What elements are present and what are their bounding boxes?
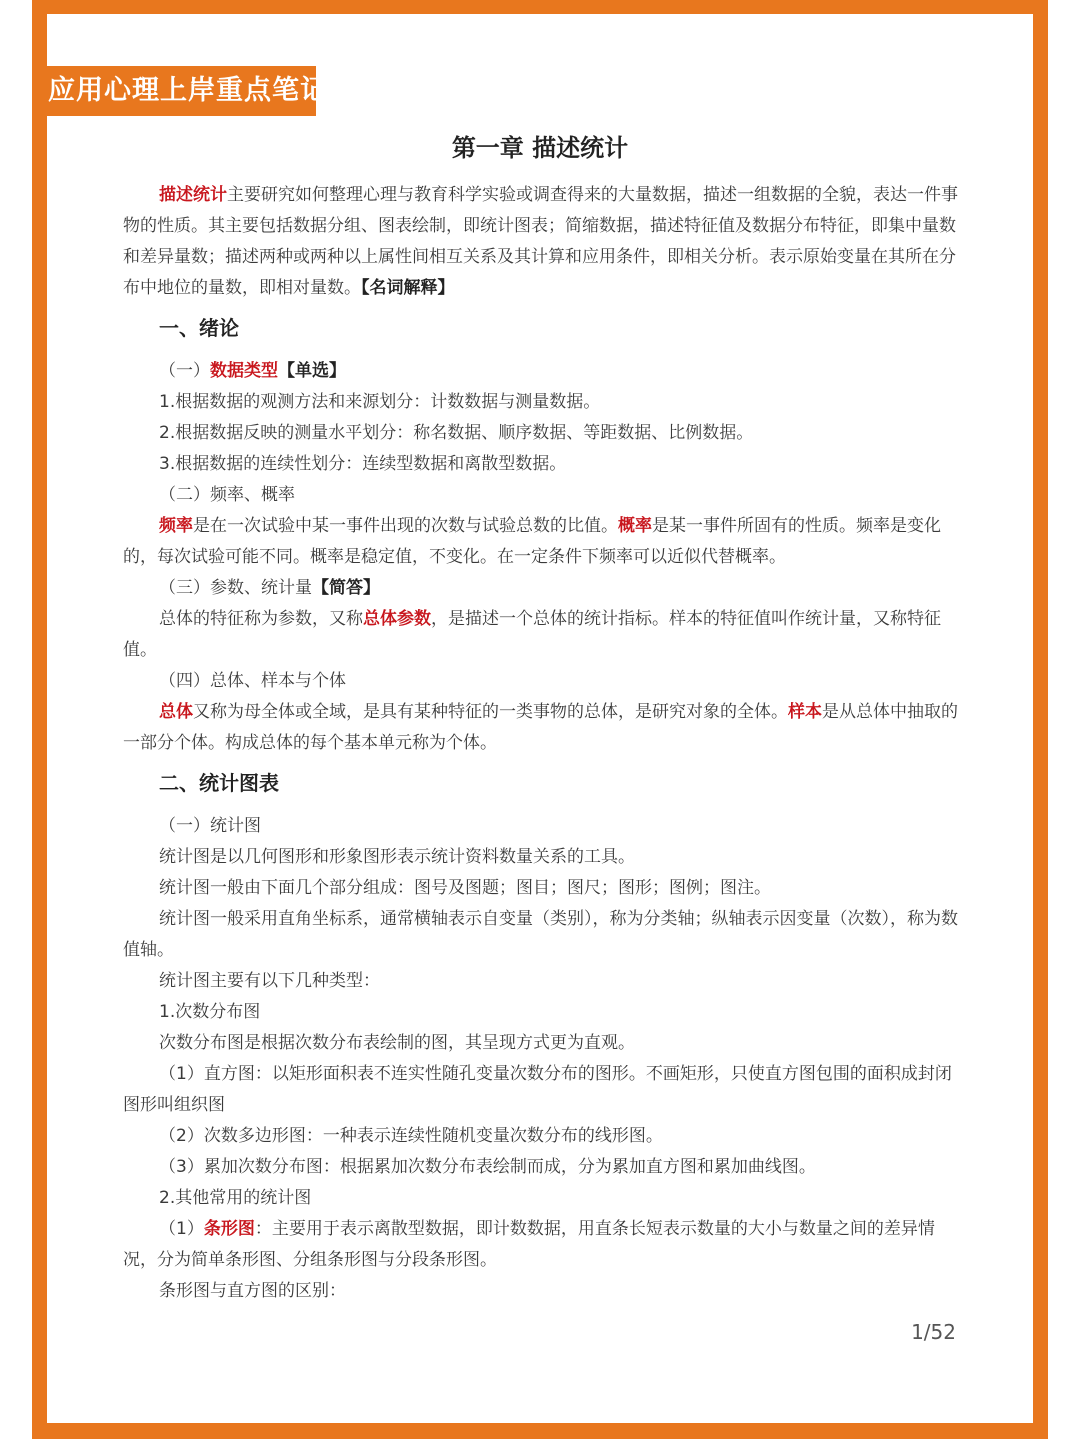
paragraph-text: ：主要用于表示离散型数据，即计数数据，用直条长短表示数量的大小与数量之间的差异情况，分为简单条形图、分组条形图与分段条形图。 [123, 1219, 935, 1270]
frequency-paragraph [123, 511, 963, 573]
subsection-statistical-graph: （一）统计图 [159, 816, 261, 836]
paragraph: （3）累加次数分布图：根据累加次数分布表绘制而成，分为累加直方图和累加曲线图。 [159, 1157, 816, 1177]
term-probability: 概率 [618, 516, 652, 536]
paragraph: 统计图主要有以下几种类型： [159, 971, 380, 991]
item-prefix: （1） [159, 1219, 204, 1239]
intro-text: 主要研究如何整理心理与教育科学实验或调查得来的大量数据，描述一组数据的全貌，表达一件事物的性质。其主要包括数据分组、图表绘制，即统计图表；简缩数据，描述特征值及数据分布特征，即集中量数和差异量数；描述两种或两种以上属性间相互关系及其计算和应用条件，即相关分析。表示原始变量在其所在分布中地位的量数，即相对量数。 [123, 185, 958, 298]
paragraph: （1）直方图：以矩形面积表不连实性随孔变量次数分布的图形。不画矩形，只使直方图包围的面积成封闭图形叫组织图 [123, 1064, 952, 1115]
paragraph: 统计图是以几何图形和形象图形表示统计资料数量关系的工具。 [159, 847, 635, 867]
section-heading-intro: 一、绪论 [159, 316, 239, 340]
term-frequency: 频率 [159, 516, 193, 536]
bar-chart-paragraph [123, 1214, 963, 1276]
term-population-parameter: 总体参数 [363, 609, 431, 629]
subsection-parameters [123, 573, 963, 604]
subsection-population: （四）总体、样本与个体 [159, 671, 346, 691]
population-paragraph [123, 697, 963, 759]
subsection-frequency: （二）频率、概率 [159, 485, 295, 505]
subsection-tag: 【单选】 [278, 361, 346, 381]
paragraph-text: ，是描述一个总体的统计指标。样本的特征值叫作统计量，又称特征值。 [123, 609, 941, 660]
page-number: 1/52 [911, 1320, 956, 1344]
paragraph-text: 又称为母全体或全域，是具有某种特征的一类事物的总体，是研究对象的全体。 [193, 702, 788, 722]
document-body [123, 180, 963, 1307]
subsection-prefix: （一） [159, 361, 210, 381]
intro-paragraph [123, 180, 963, 304]
section-heading-charts: 二、统计图表 [159, 771, 279, 795]
paragraph: 统计图一般由下面几个部分组成：图号及图题；图目；图尺；图形；图例；图注。 [159, 878, 771, 898]
paragraph: 统计图一般采用直角坐标系，通常横轴表示自变量（类别），称为分类轴；纵轴表示因变量（次数），称为数值轴。 [123, 909, 958, 960]
subsection-term: 数据类型 [210, 361, 278, 381]
intro-term: 描述统计 [159, 185, 227, 205]
subsection-label: （三）参数、统计量 [159, 578, 312, 598]
chapter-title: 第一章 描述统计 [451, 134, 629, 162]
term-population: 总体 [159, 702, 193, 722]
paragraph-text: 总体的特征称为参数，又称 [159, 609, 363, 629]
paragraph: （2）次数多边形图：一种表示连续性随机变量次数分布的线形图。 [159, 1126, 663, 1146]
paragraph: 2.其他常用的统计图 [159, 1188, 312, 1208]
list-item: 1.根据数据的观测方法和来源划分：计数数据与测量数据。 [159, 392, 601, 412]
paragraph: 1.次数分布图 [159, 1002, 261, 1022]
paragraph-text: 是从总体中抽取的一部分个体。构成总体的每个基本单元称为个体。 [123, 702, 958, 753]
subsection-tag: 【简答】 [312, 578, 380, 598]
term-bar-chart: 条形图 [203, 1219, 255, 1239]
parameters-paragraph [123, 604, 963, 666]
paragraph-text: 是某一事件所固有的性质。频率是变化的，每次试验可能不同。概率是稳定值，不变化。在一定条件下频率可以近似代替概率。 [123, 516, 941, 567]
paragraph: 次数分布图是根据次数分布表绘制的图，其呈现方式更为直观。 [159, 1033, 635, 1053]
list-item: 2.根据数据反映的测量水平划分：称名数据、顺序数据、等距数据、比例数据。 [159, 423, 754, 443]
list-item: 3.根据数据的连续性划分：连续型数据和离散型数据。 [159, 454, 567, 474]
paragraph: 条形图与直方图的区别： [159, 1281, 346, 1301]
notes-banner: 应用心理上岸重点笔记 [32, 66, 316, 116]
intro-tag: 【名词解释】 [361, 278, 455, 298]
term-sample: 样本 [788, 702, 822, 722]
subsection-data-types [123, 356, 963, 387]
paragraph-text: 是在一次试验中某一事件出现的次数与试验总数的比值。 [193, 516, 618, 536]
